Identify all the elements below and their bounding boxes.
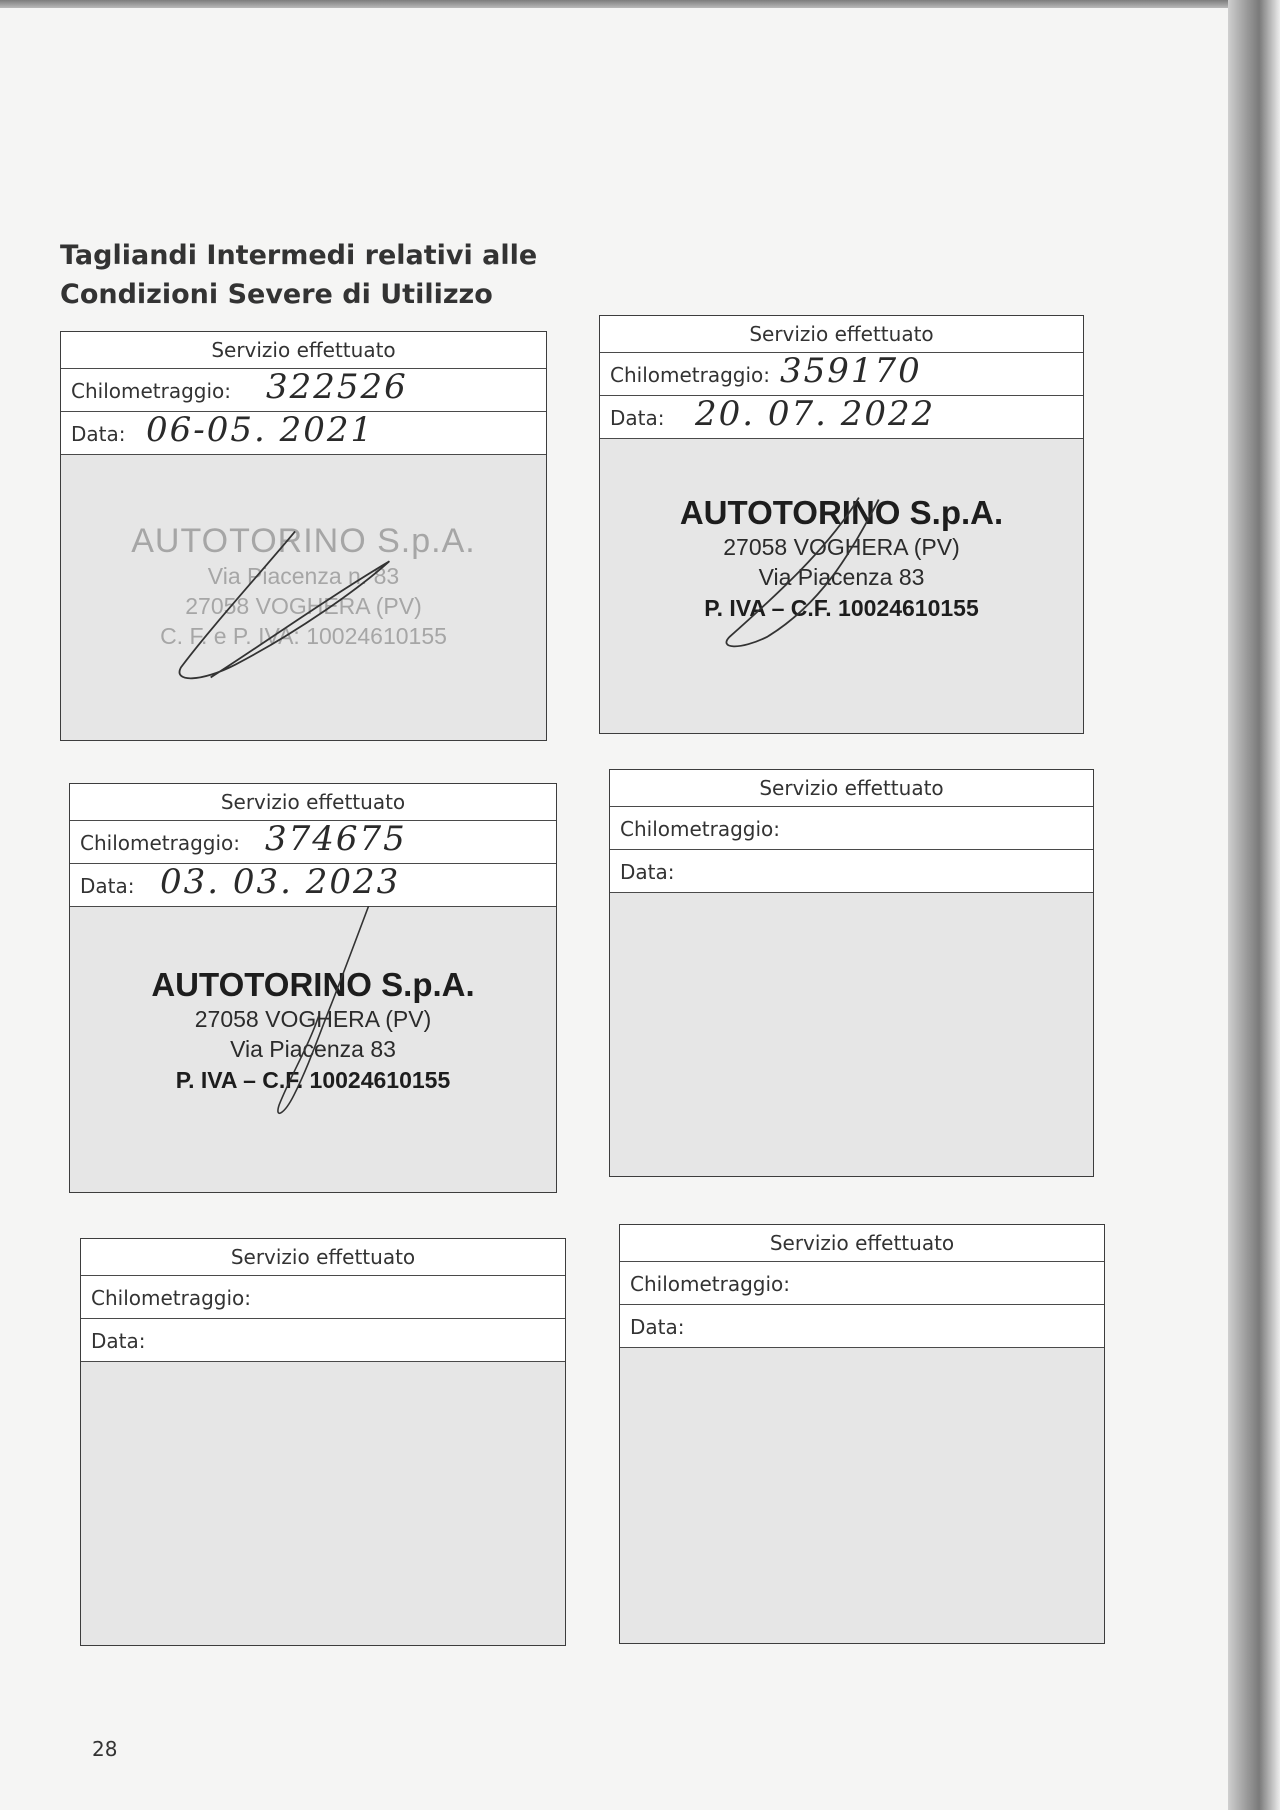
mileage-label: Chilometraggio: (80, 831, 241, 855)
mileage-row (600, 353, 1083, 396)
service-card-header: Servizio effettuato (61, 332, 546, 369)
mileage-handwritten-value: 322526 (266, 367, 408, 407)
date-label: Data: (71, 422, 126, 446)
mileage-label: Chilometraggio: (620, 817, 781, 841)
stamp-area (610, 892, 1093, 1176)
service-card-header: Servizio effettuato (620, 1225, 1104, 1262)
stamp-area (600, 438, 1083, 733)
service-card-5 (80, 1238, 566, 1646)
service-card-1 (60, 331, 547, 741)
page-title (60, 236, 620, 314)
date-row (600, 396, 1083, 439)
stamp-line-2: Via Piacenza 83 (230, 1036, 396, 1062)
date-row (70, 864, 556, 907)
mileage-label: Chilometraggio: (630, 1272, 791, 1296)
mileage-row (61, 369, 546, 412)
dealer-stamp (70, 966, 556, 1096)
mileage-label: Chilometraggio: (610, 363, 771, 387)
service-card-2 (599, 315, 1084, 734)
stamp-area (81, 1361, 565, 1645)
stamp-line-3: P. IVA – C.F. 10024610155 (704, 595, 979, 621)
date-row (620, 1305, 1104, 1348)
stamp-line-3: C. F. e P. IVA: 10024610155 (160, 623, 447, 649)
page-title-line-2: Condizioni Severe di Utilizzo (60, 279, 493, 310)
mileage-handwritten-value: 359170 (780, 351, 922, 391)
service-card-header: Servizio effettuato (610, 770, 1093, 807)
stamp-company-name: AUTOTORINO S.p.A. (151, 966, 475, 1003)
stamp-area (620, 1347, 1104, 1643)
date-label: Data: (80, 874, 135, 898)
date-label: Data: (620, 860, 675, 884)
page-binding-edge (1228, 0, 1280, 1810)
date-row (61, 412, 546, 455)
date-handwritten-value: 03. 03. 2023 (160, 862, 401, 902)
stamp-line-2: Via Piacenza 83 (758, 564, 925, 590)
date-label: Data: (91, 1329, 146, 1353)
date-label: Data: (610, 406, 665, 430)
stamp-line-2: 27058 VOGHERA (PV) (185, 593, 422, 619)
mileage-row (81, 1276, 565, 1319)
service-card-header: Servizio effettuato (70, 784, 556, 821)
date-row (81, 1319, 565, 1362)
stamp-area (61, 454, 546, 740)
dealer-stamp (61, 522, 546, 651)
date-handwritten-value: 20. 07. 2022 (695, 394, 936, 434)
page-top-edge (0, 0, 1280, 8)
stamp-line-1: 27058 VOGHERA (PV) (194, 1006, 432, 1032)
mileage-label: Chilometraggio: (71, 379, 232, 403)
service-card-6 (619, 1224, 1105, 1644)
stamp-company-name: AUTOTORINO S.p.A. (679, 494, 1004, 531)
stamp-line-3: P. IVA – C.F. 10024610155 (175, 1067, 451, 1093)
service-card-3 (69, 783, 557, 1193)
page-title-line-1: Tagliandi Intermedi relativi alle (60, 240, 538, 271)
stamp-area (70, 906, 556, 1192)
stamp-company-name: AUTOTORINO S.p.A. (131, 522, 476, 560)
dealer-stamp (600, 494, 1083, 624)
stamp-line-1: 27058 VOGHERA (PV) (723, 534, 960, 560)
mileage-row (610, 807, 1093, 850)
mileage-handwritten-value: 374675 (265, 819, 407, 859)
date-label: Data: (630, 1315, 685, 1339)
service-card-header: Servizio effettuato (81, 1239, 565, 1276)
date-handwritten-value: 06-05. 2021 (146, 410, 375, 450)
stamp-line-1: Via Piacenza n. 83 (207, 563, 400, 589)
date-row (610, 850, 1093, 893)
page-number: 28 (92, 1737, 118, 1761)
mileage-row (70, 821, 556, 864)
service-card-header: Servizio effettuato (600, 316, 1083, 353)
service-card-4 (609, 769, 1094, 1177)
mileage-row (620, 1262, 1104, 1305)
mileage-label: Chilometraggio: (91, 1286, 252, 1310)
